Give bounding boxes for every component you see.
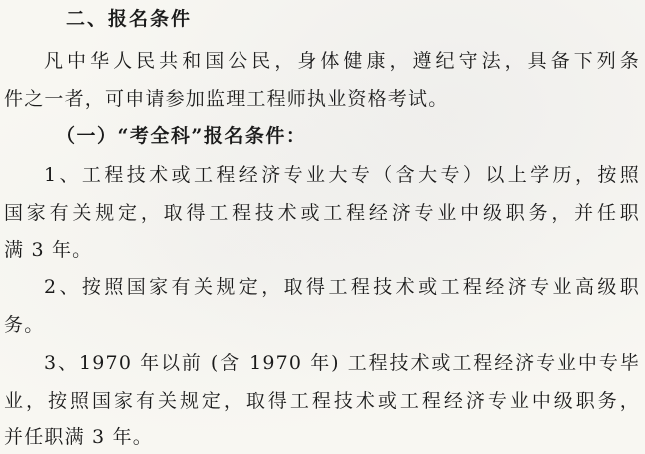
item1-line-2: 国家有关规定，取得工程技术或工程经济专业中级职务，并任职 (4, 202, 640, 224)
intro-line-1: 凡中华人民共和国公民，身体健康，遵纪守法，具备下列条 (44, 50, 640, 72)
item2-line-1: 2、按照国家有关规定，取得工程技术或工程经济专业高级职 (44, 276, 640, 298)
item1-line-1: 1、工程技术或工程经济专业大专（含大专）以上学历，按照 (44, 164, 640, 186)
item3-line-1: 3、1970 年以前 (含 1970 年) 工程技术或工程经济专业中专毕 (44, 352, 640, 374)
item3-line-2: 业，按照国家有关规定，取得工程技术或工程经济专业中级职务， (4, 390, 640, 412)
full-subject-subheading: （一）“考全科”报名条件： (56, 125, 307, 147)
item2-line-2: 务。 (4, 314, 45, 336)
intro-line-2: 件之一者，可申请参加监理工程师执业资格考试。 (4, 88, 449, 110)
item3-line-3: 并任职满 3 年。 (4, 426, 153, 448)
item1-line-3: 满 3 年。 (4, 239, 93, 261)
section-heading: 二、报名条件 (66, 8, 193, 30)
